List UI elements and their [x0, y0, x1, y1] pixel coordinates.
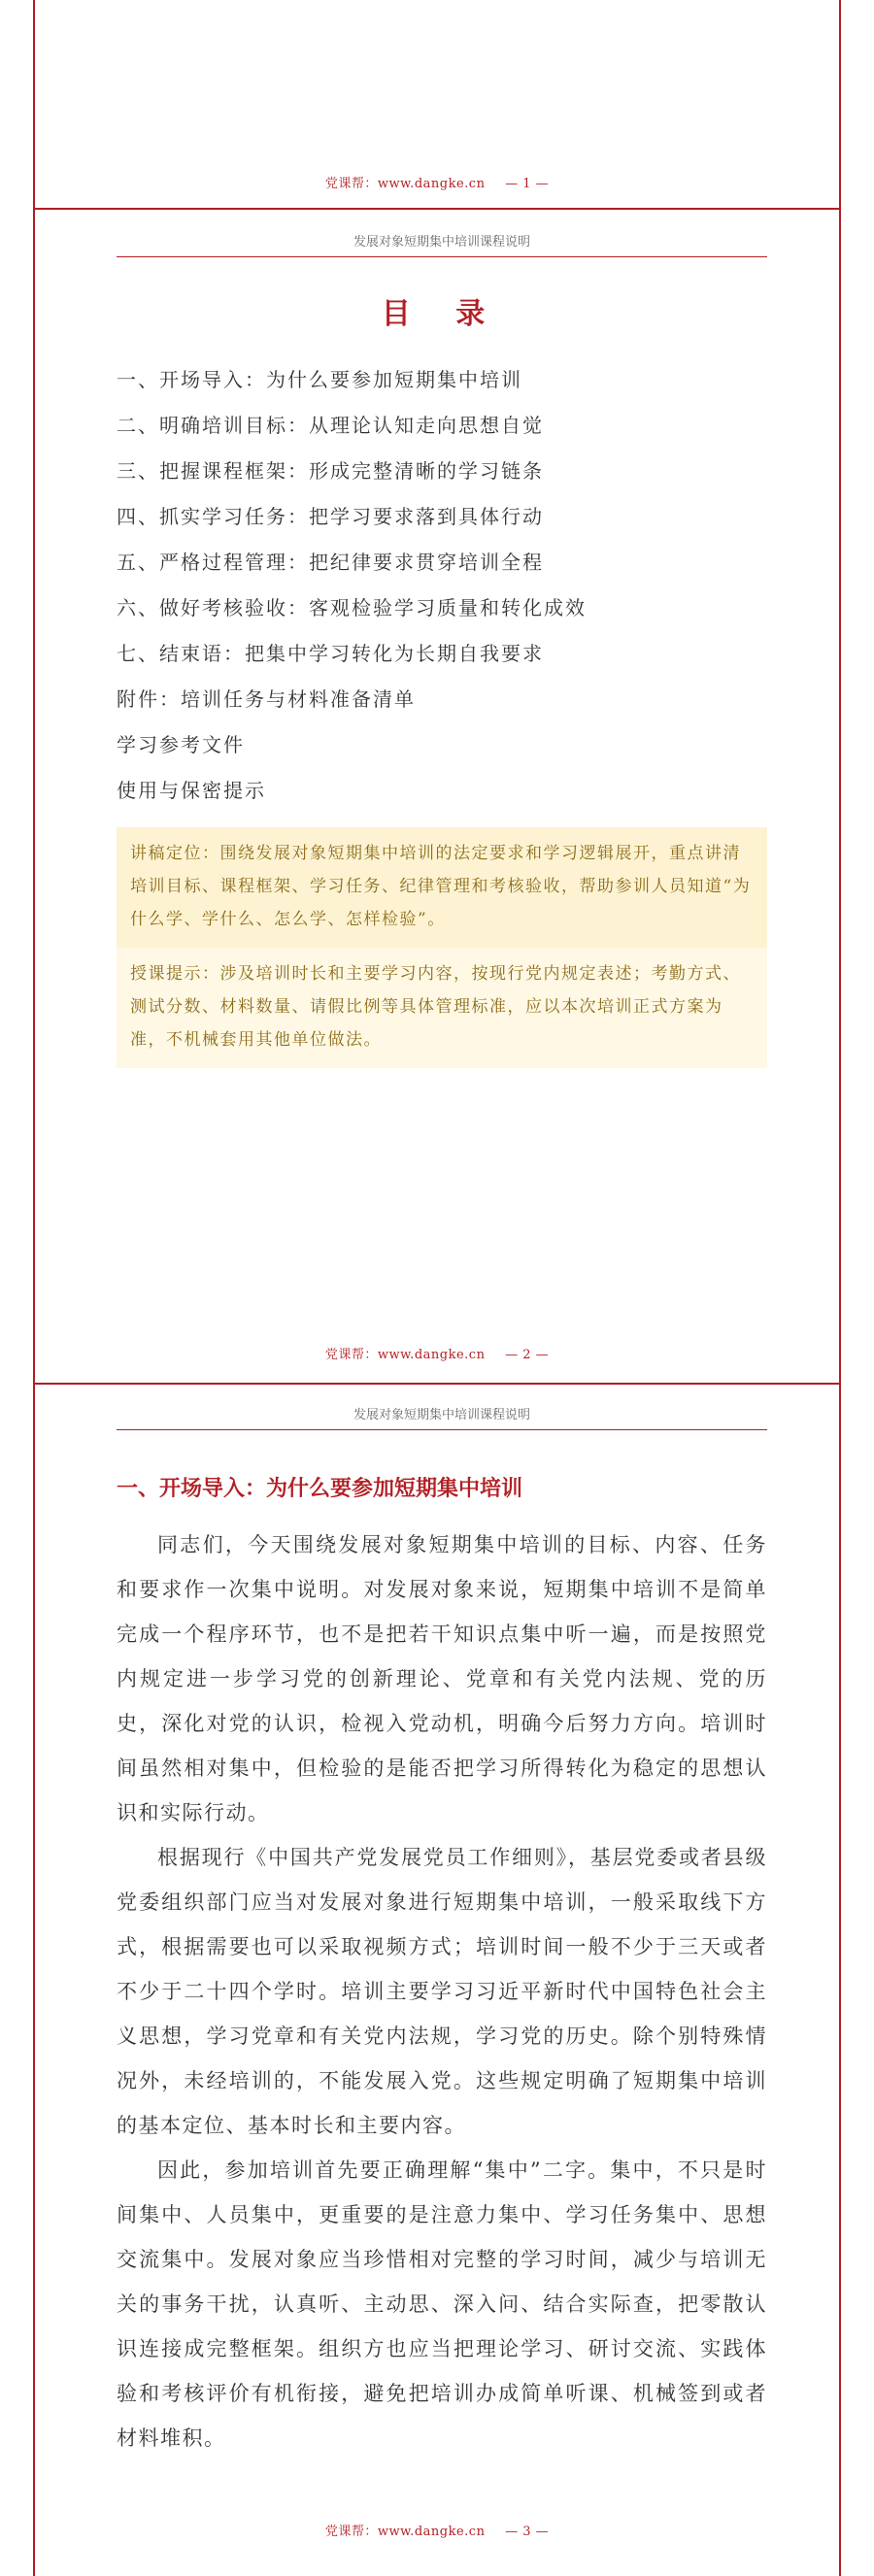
page-footer-2 — [33, 1344, 841, 1362]
body-paragraph: 因此，参加培训首先要正确理解“集中”二字。集中，不只是时间集中、人员集中，更重要的是注意力集中、学习任务集中、思想交流集中。发展对象应当珍惜相对完整的学习时间，减少与培训无关的事务干扰，认真听、主动思、深入问、结合实际查，把零散认识连接成完整框架。组织方也应当把理论学习、研讨交流、实践体验和考核评价有机衔接，避免把培训办成简单听课、机械签到或者材料堆积。 — [117, 2158, 767, 2450]
footer-site: 党课帮：www.dangke.cn — [324, 177, 486, 191]
teaching-tip-note: 授课提示：涉及培训时长和主要学习内容，按现行党内规定表述；考勤方式、测试分数、材料数量、请假比例等具体管理标准，应以本次培训正式方案为准，不机械套用其他单位做法。 — [117, 948, 767, 1068]
toc-title: 目 录 — [381, 297, 503, 331]
footer-page-number: — 1 — — [505, 177, 550, 191]
toc-item[interactable]: 七、结束语：把集中学习转化为长期自我要求 — [117, 642, 544, 665]
page-footer-1 — [33, 173, 841, 191]
toc-item[interactable]: 五、严格过程管理：把纪律要求贯穿培训全程 — [117, 551, 544, 574]
footer-site: 党课帮：www.dangke.cn — [324, 1348, 486, 1362]
footer-page-number: — 3 — — [505, 2525, 550, 2539]
toc-item[interactable]: 六、做好考核验收：客观检验学习质量和转化成效 — [117, 596, 587, 619]
toc-item[interactable]: 三、把握课程框架：形成完整清晰的学习链条 — [117, 459, 544, 483]
toc-item[interactable]: 学习参考文件 — [117, 733, 245, 756]
body-paragraph: 同志们，今天围绕发展对象短期集中培训的目标、内容、任务和要求作一次集中说明。对发展对象来说，短期集中培训不是简单完成一个程序环节，也不是把若干知识点集中听一遍，而是按照党内规定进一步学习党的创新理论、党章和有关党内法规、党的历史，深化对党的认识，检视入党动机，明确今后努力方向。培训时间虽然相对集中，但检验的是能否把学习所得转化为稳定的思想认识和实际行动。 — [117, 1533, 767, 1824]
running-header: 发展对象短期集中培训课程说明 — [353, 235, 530, 250]
toc-item[interactable]: 使用与保密提示 — [117, 779, 266, 802]
footer-site: 党课帮：www.dangke.cn — [324, 2525, 486, 2539]
positioning-note: 讲稿定位：围绕发展对象短期集中培训的法定要求和学习逻辑展开，重点讲清培训目标、课程框架、学习任务、纪律管理和考核验收，帮助参训人员知道“为什么学、学什么、怎么学、怎样检验”。 — [117, 827, 767, 948]
toc-item[interactable]: 二、明确培训目标：从理论认知走向思想自觉 — [117, 414, 544, 437]
toc-list — [117, 357, 767, 814]
footer-page-number: — 2 — — [505, 1348, 550, 1362]
section-heading: 一、开场导入：为什么要参加短期集中培训 — [117, 1477, 523, 1501]
toc-item[interactable]: 四、抓实学习任务：把学习要求落到具体行动 — [117, 505, 544, 528]
header-rule — [117, 1429, 767, 1430]
body-paragraph: 根据现行《中国共产党发展党员工作细则》，基层党委或者县级党委组织部门应当对发展对象进行短期集中培训，一般采取线下方式，根据需要也可以采取视频方式；培训时间一般不少于三天或者不少于二十四个学时。培训主要学习习近平新时代中国特色社会主义思想，学习党章和有关党内法规，学习党的历史。除个别特殊情况外，未经培训的，不能发展入党。这些规定明确了短期集中培训的基本定位、基本时长和主要内容。 — [117, 1846, 767, 2137]
section-body — [117, 1522, 767, 2460]
toc-item[interactable]: 附件：培训任务与材料准备清单 — [117, 687, 416, 711]
header-rule — [117, 256, 767, 257]
page-footer-3 — [33, 2521, 841, 2539]
running-header: 发展对象短期集中培训课程说明 — [353, 1408, 530, 1422]
toc-item[interactable]: 一、开场导入：为什么要参加短期集中培训 — [117, 368, 522, 391]
